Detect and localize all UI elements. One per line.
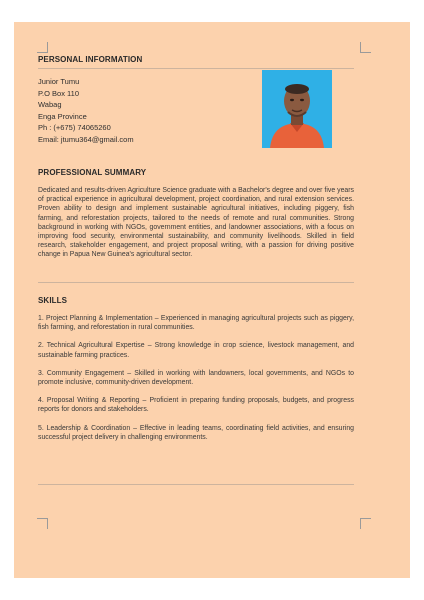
section-divider [38, 484, 354, 485]
profile-photo-illustration [262, 70, 332, 148]
contact-province: Enga Province [38, 111, 87, 121]
skills-list [38, 314, 354, 451]
contact-details [38, 76, 134, 146]
skill-item: 1. Project Planning & Implementation – Experienced in managing agricultural projects such as piggery, fish farming, and reforestation in rural communities. [38, 315, 354, 332]
skill-item: 3. Community Engagement – Skilled in working with landowners, local governments, and NGOs to promote inclusive, community-driven development. [38, 369, 354, 387]
skill-item: 2. Technical Agricultural Expertise – Strong knowledge in crop science, livestock management, and sustainable farming practices. [38, 342, 354, 359]
contact-town: Wabag [38, 100, 62, 110]
crop-mark-bottom-right [360, 518, 371, 529]
contact-address: P.O Box 110 [38, 88, 80, 98]
contact-phone: Ph : (+675) 74065260 [38, 123, 111, 133]
contact-email[interactable]: Email: jtumu364@gmail.com [38, 134, 134, 144]
section-divider [38, 68, 354, 69]
section-divider [38, 282, 354, 283]
profile-photo [262, 70, 332, 148]
skill-item: 5. Leadership & Coordination – Effective in leading teams, coordinating field activities, and ensuring successful project delivery in challenging environments. [38, 424, 354, 441]
skills-heading: SKILLS [38, 296, 68, 305]
professional-summary-heading: PROFESSIONAL SUMMARY [38, 168, 147, 177]
contact-name: Junior Tumu [38, 77, 80, 86]
personal-information-heading: PERSONAL INFORMATION [38, 55, 143, 64]
skill-item: 4. Proposal Writing & Reporting – Proficient in preparing funding proposals, budgets, and progress reports for donors and stakeholders. [38, 397, 354, 414]
crop-mark-top-right [360, 42, 371, 53]
professional-summary-text: Dedicated and results-driven Agriculture Science graduate with a Bachelor's degree and over five years of practical experience in agricultural development, project coordination, and rural extension services. Proven ability to design and implement sustainable agricultural initiatives, including piggery, fish farming, and reforestation projects, tailored to the needs of remote and rural communities. Strong background in working with NGOs, government entities, and landowner associations, with a focus on improving food security, environmental sustainability, and community livelihoods. Skilled in field research, stakeholder engagement, and project proposal writing, with a passion for driving positive change in Papua New Guinea's agricultural sector. [38, 187, 354, 259]
crop-mark-bottom-left [37, 518, 48, 529]
crop-mark-top-left [37, 42, 48, 53]
